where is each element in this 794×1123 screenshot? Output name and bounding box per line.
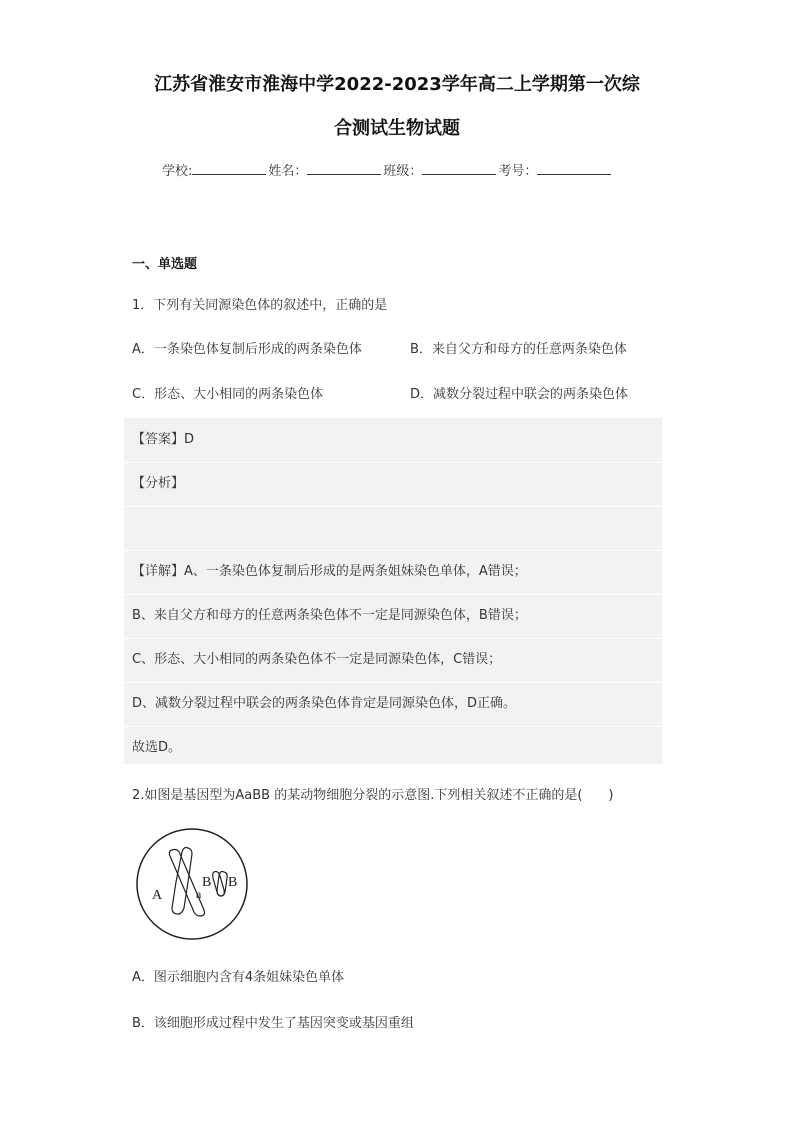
name-field[interactable]: [307, 162, 381, 175]
cell-division-diagram: [134, 826, 250, 942]
chromosome-pair-small: [213, 872, 228, 897]
exam-no-field[interactable]: [537, 162, 611, 175]
document-title-line2: 合测试生物试题: [334, 118, 460, 139]
q1-detail: 【详解】A、一条染色体复制后形成的是两条姐妹染色单体，A错误；: [132, 564, 527, 579]
q1-option-b: B．来自父方和母方的任意两条染色体: [410, 342, 627, 357]
q1-analysis: 【分析】: [132, 476, 185, 491]
divider: [124, 638, 662, 639]
divider: [124, 726, 662, 727]
chromatid: [169, 850, 204, 917]
gene-label-A: A: [152, 888, 163, 903]
class-label: 班级：: [383, 164, 423, 179]
section-heading: 一、单选题: [132, 257, 198, 272]
q1-conclusion: 故选D。: [132, 740, 182, 755]
gene-label-a: a: [196, 887, 202, 901]
q2-option-b: B．该细胞形成过程中发生了基因突变或基因重组: [132, 1016, 414, 1031]
q1-option-a: A．一条染色体复制后形成的两条染色体: [132, 342, 362, 357]
q1-answer: 【答案】D: [132, 432, 195, 447]
q1-answer-box: [124, 418, 662, 764]
q1-option-c: C．形态、大小相同的两条染色体: [132, 387, 324, 402]
student-info-line: [162, 160, 613, 179]
chromosome-pair-large: [169, 848, 204, 917]
class-field[interactable]: [422, 162, 496, 175]
q1-detail-d: D、减数分裂过程中联会的两条染色体肯定是同源染色体，D正确。: [132, 696, 517, 711]
exam-no-label: 考号：: [498, 164, 538, 179]
divider: [124, 594, 662, 595]
gene-label-B2: B: [228, 875, 238, 890]
q1-stem: 1．下列有关同源染色体的叙述中，正确的是: [132, 298, 388, 313]
divider: [124, 682, 662, 683]
q1-detail-b: B、来自父方和母方的任意两条染色体不一定是同源染色体，B错误；: [132, 608, 527, 623]
name-label: 姓名：: [268, 164, 308, 179]
gene-label-B1: B: [202, 875, 212, 890]
q1-detail-c: C、形态、大小相同的两条染色体不一定是同源染色体，C错误；: [132, 652, 502, 667]
school-label: 学校:: [162, 164, 193, 179]
document-title-line1: 江苏省淮安市淮海中学2022-2023学年高二上学期第一次综: [154, 74, 640, 95]
divider: [124, 462, 662, 463]
q2-option-a: A．图示细胞内含有4条姐妹染色单体: [132, 970, 345, 985]
divider: [124, 506, 662, 507]
q2-stem: 2.如图是基因型为AaBB 的某动物细胞分裂的示意图.下列相关叙述不正确的是( ): [132, 788, 614, 803]
q1-option-d: D．减数分裂过程中联会的两条染色体: [410, 387, 629, 402]
school-field[interactable]: [192, 162, 266, 175]
divider: [124, 550, 662, 551]
